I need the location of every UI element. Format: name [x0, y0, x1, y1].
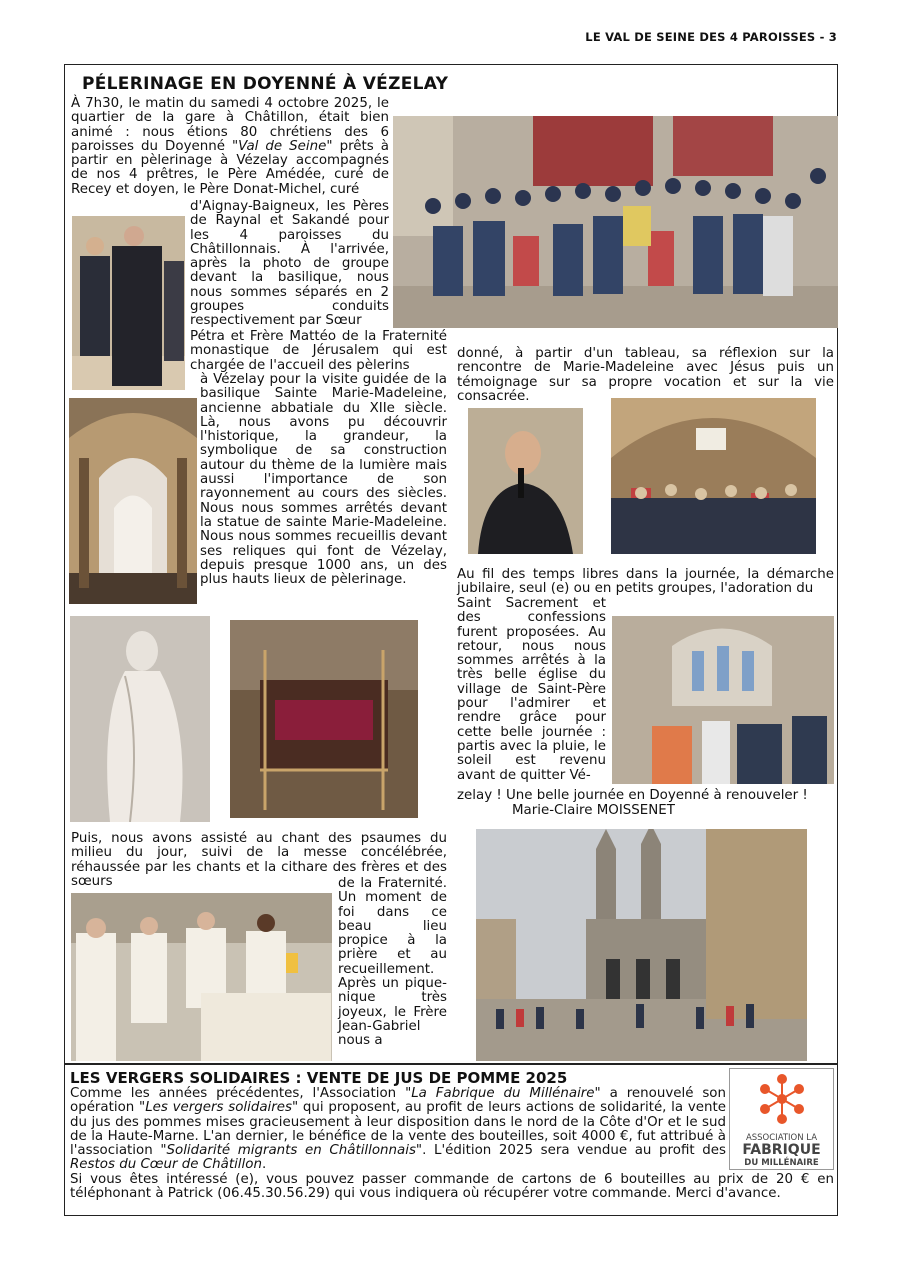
article-text-col2-b: Au fil des temps libres dans la journée, la démarche jubilaire, seul (e) ou en petits groupes, l'adoration du [457, 567, 834, 597]
speaker-photo [468, 408, 583, 554]
article-text-bottom-wide: Puis, nous avons assisté au chant des psaumes du milieu du jour, suivi de la messe concélébrée, réhaussée par les chants et la cithare des frères et des sœurs [71, 831, 447, 889]
logo-line-3: DU MILLÉNAIRE [744, 1158, 819, 1168]
article-text-middle: d'Aignay-Baigneux, les Pères de Raynal et Sakandé pour les 4 paroisses du Châtillonnais. À l'arrivée, après la photo de groupe devant la basilique, nous nous sommes séparés en 2 groupes conduits respectivement par Sœur [190, 199, 389, 329]
logo-line-2: FABRIQUE [742, 1142, 821, 1158]
article-text-col2-c: Saint Sacrement et des confessions furent proposées. Au retour, nous nous sommes arrêtés à la très belle église du village de Saint-Père pour l'admirer et rendre grâce pour cette belle journée : partis avec la pluie, le soleil est revenu avant de quitter Vé- [457, 596, 606, 783]
reliquary-photo [230, 620, 418, 818]
article-text-bottom-narrow: de la Fraternité. Un moment de foi dans ce beau lieu propice à la prière et au recueillement. Après un pique-nique très joyeux, le Frère Jean-Gabriel nous a [338, 876, 447, 1049]
statue-photo [70, 616, 210, 822]
article-text-wide: Pétra et Frère Mattéo de la Fraternité monastique de Jérusalem qui est chargée de l'accueil des pèlerins [190, 329, 447, 373]
basilica-exterior-photo [476, 829, 807, 1061]
group-photo [393, 116, 838, 328]
article-title: PÉLERINAGE EN DOYENNÉ À VÉZELAY [82, 74, 449, 94]
article-intro: À 7h30, le matin du samedi 4 octobre 2025, le quartier de la gare à Châtillon, était bien animé : nous étions 80 chrétiens des 6 paroisses du Doyenné "Val de Seine" prêts à partir en pèlerinage à Vézelay accompagnés de nos 4 prêtres, le Père Amédée, curé de Recey et doyen, le Père Donat-Michel, curé [71, 96, 389, 197]
article-text-lower: à Vézelay pour la visite guidée de la basilique Sainte Marie-Madeleine, ancienne abbatiale du XIIe siècle. Là, nous avons pu découvrir l'historique, la grandeur, la symbolique de sa construction autour du thème de la lumière mais aussi l'importance de son rayonnement au cours des siècles. Nous nous sommes arrêtés devant la statue de sainte Marie-Madeleine. Nous nous sommes recueillis devant ses reliques qui font de Vézelay, depuis presque 1000 ans, un des plus hauts lieux de pèlerinage. [200, 372, 447, 588]
church-interior-photo [612, 616, 834, 784]
article2-paragraph-2: Si vous êtes intéressé (e), vous pouvez passer commande de cartons de 6 bouteilles au prix de 20 € en téléphonant à Patrick (06.45.30.56.29) qui vous indiquera où récupérer votre commande. Merci d'avance. [70, 1172, 834, 1202]
author-signature: Marie-Claire MOISSENET [512, 803, 675, 818]
running-header: LE VAL DE SEINE DES 4 PAROISSES - 3 [585, 30, 837, 44]
logo-line-1: ASSOCIATION LA [745, 1133, 818, 1143]
article2-paragraph-1: Comme les années précédentes, l'Association "La Fabrique du Millénaire" a renouvelé son opération "Les vergers solidaires" qui proposent, au profit de leurs actions de solidarité, la vente du jus des pommes mises gracieusement à leur disposition dans le nord de la Côte d'Or et le sud de la Haute-Marne. L'an dernier, le bénéfice de la vente des bouteilles, soit 4000 €, fut attribué à l'association "Solidarité migrants en Châtillonnais". L'édition 2025 sera vendue au profit des Restos du Cœur de Châtillon. [70, 1086, 726, 1173]
article-text-col2-d: zelay ! Une belle journée en Doyenné à renouveler ! [457, 788, 808, 803]
mass-photo [71, 893, 332, 1061]
article-text-col2-a: donné, à partir d'un tableau, sa réflexion sur la rencontre de Marie-Madeleine avec Jésus puis un témoignage sur sa propre vocation et sur la vie consacrée. [457, 346, 834, 404]
clergy-photo [72, 216, 185, 390]
crypt-photo [611, 398, 816, 554]
molecule-icon [730, 1069, 835, 1129]
fabrique-logo [729, 1068, 834, 1170]
article2-title: LES VERGERS SOLIDAIRES : VENTE DE JUS DE POMME 2025 [70, 1069, 568, 1087]
nave-photo [69, 398, 197, 604]
